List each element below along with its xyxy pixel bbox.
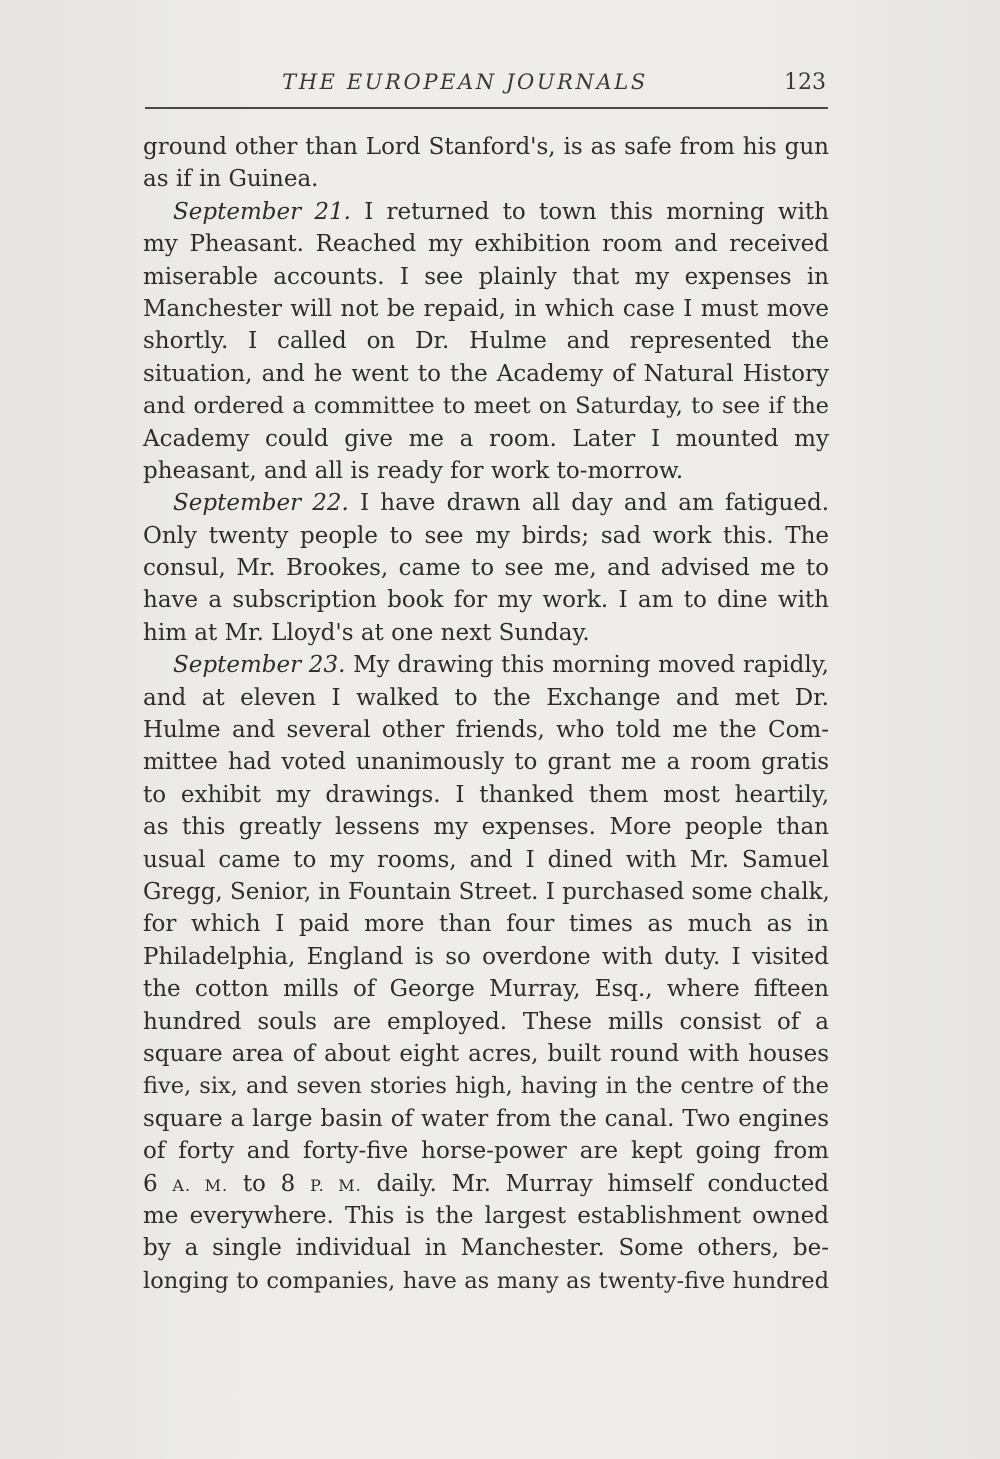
text-line: have a subscription book for my work. I am to dine with: [143, 587, 829, 614]
text-line: Hulme and several other friends, who told me the Com-: [143, 717, 829, 744]
text-line: and ordered a committee to meet on Saturday, to see if the: [143, 393, 829, 420]
text-line: the cotton mills of George Murray, Esq., where fifteen: [143, 976, 829, 1003]
entry-date: September 22.: [173, 490, 349, 517]
text-line: situation, and he went to the Academy of Natural History: [143, 360, 829, 387]
text-line: him at Mr. Lloyd's at one next Sunday.: [143, 619, 590, 646]
time-am: A. M.: [172, 1175, 229, 1195]
page-number: 123: [784, 70, 826, 95]
text-line: square a large basin of water from the canal. Two engines: [143, 1105, 829, 1132]
text-line: to exhibit my drawings. I thanked them most heartily,: [143, 781, 829, 808]
text-line: usual came to my rooms, and I dined with Mr. Samuel: [143, 846, 829, 873]
text-line: as this greatly lessens my expenses. More people than: [143, 814, 829, 841]
text-line: mittee had voted unanimously to grant me a room gratis: [143, 749, 829, 776]
text-span: 6: [143, 1170, 158, 1197]
text-line: me everywhere. This is the largest establishment owned: [143, 1202, 829, 1229]
text-line: miserable accounts. I see plainly that my expenses in: [143, 263, 829, 290]
entry-date: September 21.: [173, 198, 351, 225]
text-line: of forty and forty-five horse-power are kept going from: [143, 1138, 829, 1165]
text-line: Academy could give me a room. Later I mounted my: [143, 425, 829, 452]
text-line: for which I paid more than four times as much as in: [143, 911, 829, 938]
running-head: [145, 64, 830, 104]
text-line: consul, Mr. Brookes, came to see me, and advised me to: [143, 555, 829, 582]
entry-line: [143, 649, 829, 681]
running-title: THE EUROPEAN JOURNALS: [282, 70, 648, 94]
time-pm: P. M.: [310, 1175, 362, 1195]
entry-date: September 23.: [173, 652, 346, 679]
text-span: to 8: [242, 1170, 296, 1197]
text-line: pheasant, and all is ready for work to-morrow.: [143, 457, 684, 484]
text-line: longing to companies, have as many as twenty-five hundred: [143, 1267, 829, 1294]
text-line: Manchester will not be repaid, in which case I must move: [143, 295, 829, 322]
text-span: I have drawn all day and am fatigued.: [360, 490, 830, 517]
text-line: as if in Guinea.: [143, 166, 319, 193]
text-line: [143, 1168, 829, 1200]
text-span: daily. Mr. Murray himself conducted: [376, 1170, 830, 1197]
text-line: ground other than Lord Stanford's, is as safe from his gun: [143, 134, 829, 160]
text-line: my Pheasant. Reached my exhibition room and received: [143, 231, 829, 258]
text-line: Gregg, Senior, in Fountain Street. I purchased some chalk,: [143, 878, 830, 905]
text-line: shortly. I called on Dr. Hulme and represented the: [143, 328, 829, 355]
text-line: square area of about eight acres, built round with houses: [143, 1040, 829, 1067]
header-rule: [145, 107, 828, 109]
text-line: Only twenty people to see my birds; sad work this. The: [143, 522, 829, 549]
text-line: Philadelphia, England is so overdone with duty. I visited: [143, 943, 829, 970]
body-text: [143, 131, 829, 1297]
text-line: and at eleven I walked to the Exchange and met Dr.: [143, 684, 829, 711]
text-span: My drawing this morning moved rapidly,: [353, 652, 829, 679]
text-line: hundred souls are employed. These mills consist of a: [143, 1008, 829, 1035]
text-line: by a single individual in Manchester. Some others, be-: [143, 1235, 829, 1262]
text-line: five, six, and seven stories high, having in the centre of the: [143, 1073, 829, 1100]
text-span: I returned to town this morning with: [364, 198, 829, 225]
entry-line: [143, 487, 829, 519]
entry-line: [143, 196, 829, 228]
